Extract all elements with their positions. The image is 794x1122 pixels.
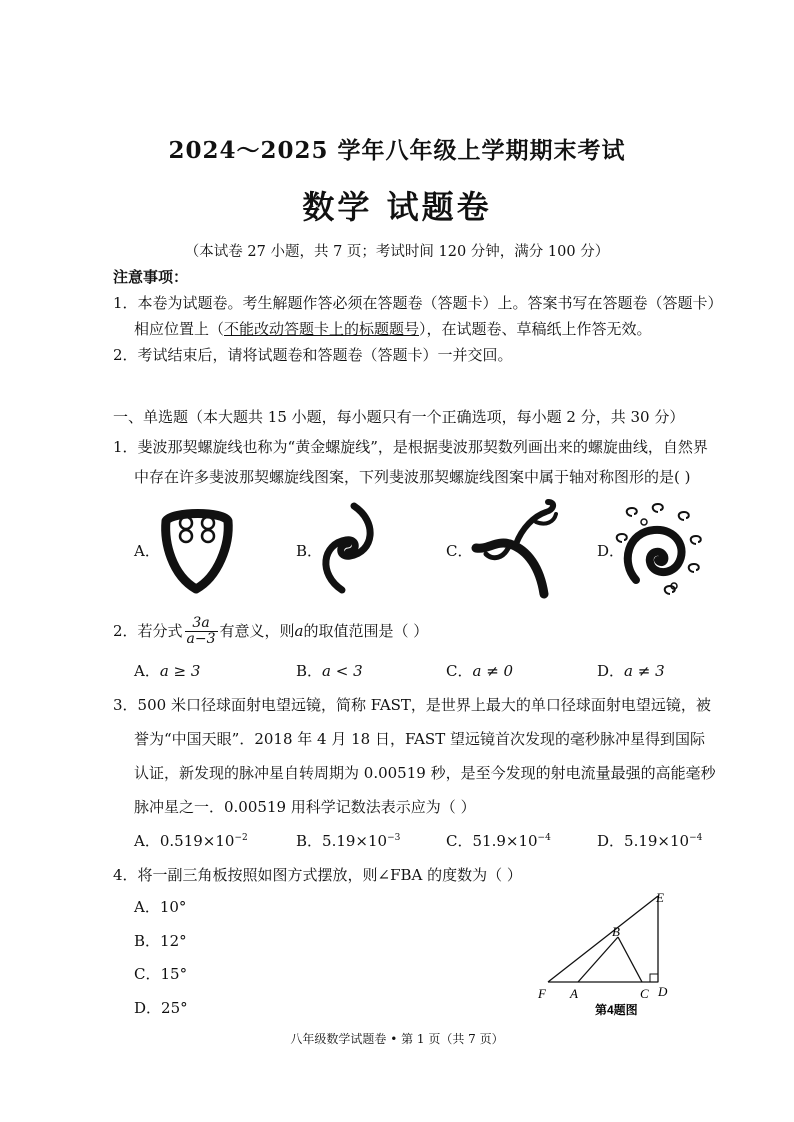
curled-branch-spiral-icon [470, 498, 570, 598]
option-exponent: −4 [537, 833, 551, 843]
line-AB [578, 937, 618, 982]
option-label: D． [597, 832, 625, 850]
q1-option-c: C． [446, 542, 473, 560]
label-C: C [640, 986, 649, 1001]
notice-heading: 注意事项： [113, 268, 189, 286]
q2-stem [113, 616, 428, 648]
q1-stem-line1: 1．斐波那契螺旋线也称为“黄金螺旋线”，是根据斐波那契数列画出来的螺旋曲线，自然界 [113, 438, 708, 456]
q4-option-a [134, 896, 186, 917]
line-BC [618, 937, 642, 982]
subject-title: 数学 试题卷 [302, 188, 492, 226]
option-expression: a < 3 [322, 662, 363, 680]
q2-variable: a [294, 621, 304, 640]
option-label: B． [296, 662, 323, 680]
q2-option-c [446, 660, 513, 681]
option-value: 15° [160, 965, 188, 983]
label-A: A [570, 986, 578, 1001]
option-label: D． [597, 662, 625, 680]
option-base: 51.9×10 [472, 832, 538, 850]
q4-option-d [134, 997, 188, 1018]
two-arm-spiral-icon [316, 502, 380, 594]
option-label: C． [134, 965, 161, 983]
q3-option-c [446, 830, 551, 851]
option-label: A． [134, 832, 160, 850]
option-expression: a ≠ 0 [472, 662, 514, 680]
line-FE [548, 896, 658, 982]
option-base: 0.519×10 [159, 832, 235, 850]
q4-triangle-figure [530, 888, 690, 1028]
q1-option-a: A． [134, 542, 160, 560]
q2-option-b [296, 660, 363, 681]
option-label: A． [134, 662, 160, 680]
option-value: 12° [160, 932, 187, 950]
label-E: E [656, 890, 664, 905]
q4-stem: 4．将一副三角板按照如图方式摆放，则∠FBA 的度数为（ ） [113, 866, 522, 884]
option-expression: a ≠ 3 [624, 662, 665, 680]
option-base: 5.19×10 [322, 832, 388, 850]
multi-spiral-cluster-icon [614, 502, 704, 598]
q2-option-a [134, 660, 200, 681]
q3-stem-line3: 认证，新发现的脉冲星自转周期为 0.00519 秒，是至今发现的射电流量最强的高能毫秒 [134, 764, 716, 782]
section-heading: 一、单选题（本大题共 15 小题，每小题只有一个正确选项，每小题 2 分，共 30 分） [113, 408, 685, 426]
q2-option-d [597, 660, 665, 681]
label-D: D [658, 984, 668, 999]
option-value: 25° [161, 999, 188, 1017]
option-label: A． [134, 898, 160, 916]
q3-stem-line1: 3．500 米口径球面射电望远镜，简称 FAST，是世界上最大的单口径球面射电望远镜，被 [113, 696, 711, 714]
notice-item-2: 2．考试结束后，请将试题卷和答题卷（答题卡）一并交回。 [113, 346, 513, 364]
option-label: B． [296, 832, 323, 850]
option-base: 5.19×10 [624, 832, 690, 850]
label-F: F [538, 986, 546, 1001]
page-footer: 八年级数学试题卷 • 第 1 页（共 7 页） [290, 1032, 504, 1046]
option-label: C． [446, 662, 473, 680]
exam-info: （本试卷 27 小题，共 7 页；考试时间 120 分钟，满分 100 分） [184, 244, 610, 260]
notice-item-1-cont [134, 318, 652, 339]
q3-stem-line4: 脉冲星之一．0.00519 用科学记数法表示应为（ ） [134, 798, 476, 816]
option-label: D． [134, 999, 162, 1017]
q3-stem-line2: 誉为“中国天眼”．2018 年 4 月 18 日，FAST 望远镜首次发现的毫秒脉冲星得到国际 [134, 730, 705, 748]
option-exponent: −3 [387, 833, 401, 843]
q1-stem-line2: 中存在许多斐波那契螺旋线图案，下列斐波那契螺旋线图案中属于轴对称图形的是( ) [134, 468, 691, 486]
q2-fraction-denominator: a−3 [186, 631, 216, 648]
q4-option-b [134, 930, 187, 951]
q2-fraction-numerator: 3a [185, 616, 218, 632]
option-label: C． [446, 832, 473, 850]
notice-item-1: 1．本卷为试题卷。考生解题作答必须在答题卷（答题卡）上。答案书写在答题卷（答题卡） [113, 294, 723, 312]
q1-option-b: B． [296, 542, 323, 560]
option-exponent: −2 [234, 833, 248, 843]
q1-option-d: D． [597, 542, 625, 560]
option-value: 10° [159, 898, 187, 916]
notice-text: ），在试题卷、草稿纸上作答无效。 [419, 320, 652, 338]
notice-text: 相应位置上（ [134, 320, 225, 338]
option-exponent: −4 [689, 833, 703, 843]
q2-stem-text: 有意义，则 [219, 621, 295, 640]
option-expression: a ≥ 3 [159, 662, 201, 680]
figure-caption: 第4题图 [595, 1003, 638, 1017]
exam-title: 2024～2025 学年八年级上学期期末考试 [168, 137, 626, 164]
option-label: B． [134, 932, 161, 950]
q2-stem-text: 的取值范围是（ ） [303, 621, 429, 640]
q3-option-a [134, 830, 248, 851]
right-angle-mark [650, 974, 658, 982]
label-B: B [612, 924, 620, 939]
heart-spiral-icon [158, 503, 238, 595]
notice-underlined-text: 不能改动答题卡上的标题题号 [224, 320, 420, 338]
q3-option-d [597, 830, 702, 851]
q2-stem-text: 2．若分式 [113, 621, 183, 640]
q2-fraction [185, 616, 218, 648]
q3-option-b [296, 830, 400, 851]
q4-option-c [134, 963, 187, 984]
